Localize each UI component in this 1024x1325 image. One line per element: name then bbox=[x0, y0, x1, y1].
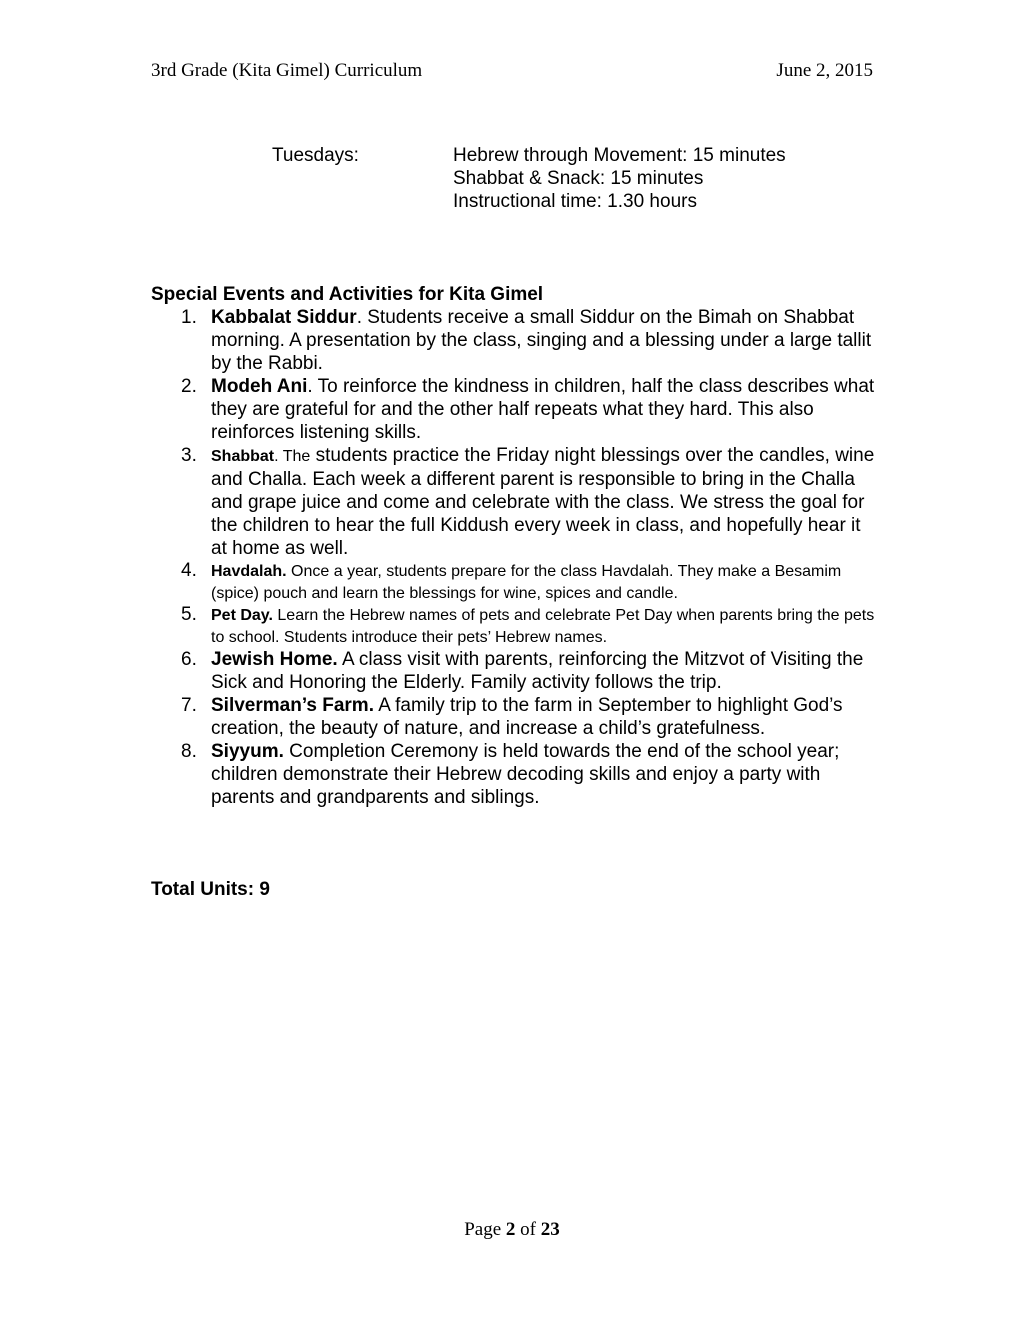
event-description: A class visit with parents, reinforcing the Mitzvot of Visiting the Sick and Honoring the Elderly. Family activity follows the trip. bbox=[211, 649, 864, 693]
event-description: Once a year, students prepare for the class Havdalah. They make a Besamim (spice) pouch and learn the blessings for wine, spices and candle. bbox=[211, 563, 842, 602]
schedule-item: Shabbat & Snack: 15 minutes bbox=[453, 168, 704, 189]
schedule-item: Hebrew through Movement: 15 minutes bbox=[453, 145, 786, 166]
event-name: Pet Day. bbox=[211, 607, 273, 624]
document-title: 3rd Grade (Kita Gimel) Curriculum bbox=[151, 60, 423, 81]
event-name: Siyyum. bbox=[211, 741, 284, 762]
event-description: Learn the Hebrew names of pets and celebrate Pet Day when parents bring the pets to school. Students introduce their pets’ Hebrew names. bbox=[211, 607, 875, 646]
list-item bbox=[151, 375, 876, 444]
list-item bbox=[151, 648, 876, 694]
event-description: . To reinforce the kindness in children, half the class describes what they are grateful for and the other half repeats what they hard. This also reinforces listening skills. bbox=[211, 376, 875, 443]
page-number: 2 bbox=[505, 1219, 516, 1240]
list-item bbox=[151, 444, 876, 560]
event-name: Silverman’s Farm. bbox=[211, 695, 374, 716]
item-number: 2. bbox=[181, 376, 197, 397]
item-number: 4. bbox=[181, 560, 197, 581]
event-name: Shabbat bbox=[211, 448, 275, 465]
list-item bbox=[151, 560, 876, 604]
document-date: June 2, 2015 bbox=[776, 60, 873, 81]
item-number: 5. bbox=[181, 604, 197, 625]
event-name: Kabbalat Siddur bbox=[211, 307, 357, 328]
event-description: students practice the Friday night blessings over the candles, wine and Challa. Each week a different parent is responsible to bring in the Challa and grape juice and come and celebrate with the class. We stress the goal for the children to hear the full Kiddush every week in class, and hopefully hear it at home as well. bbox=[211, 445, 875, 559]
page-header bbox=[151, 60, 873, 86]
event-description: . Students receive a small Siddur on the Bimah on Shabbat morning. A presentation by the class, singing and a blessing under a large tallit by the Rabbi. bbox=[211, 307, 872, 374]
list-item bbox=[151, 604, 876, 648]
schedule-items bbox=[453, 144, 786, 213]
event-name: Modeh Ani bbox=[211, 376, 308, 397]
list-item bbox=[151, 306, 876, 375]
event-description: A family trip to the farm in September to highlight God’s creation, the beauty of nature, and increase a child’s gratefulness. bbox=[211, 695, 843, 739]
event-name: Jewish Home. bbox=[211, 649, 338, 670]
page-word: Page bbox=[464, 1219, 502, 1240]
event-description: Completion Ceremony is held towards the end of the school year; children demonstrate their Hebrew decoding skills and enjoy a party with parents and grandparents and siblings. bbox=[211, 741, 840, 808]
item-number: 3. bbox=[181, 445, 197, 466]
item-number: 7. bbox=[181, 695, 197, 716]
page-total: 23 bbox=[540, 1219, 560, 1240]
schedule-day: Tuesdays: bbox=[272, 145, 359, 166]
event-lead: . The bbox=[274, 448, 311, 465]
of-word: of bbox=[520, 1219, 536, 1240]
list-item bbox=[151, 740, 876, 809]
section-heading: Special Events and Activities for Kita Gimel bbox=[151, 284, 544, 305]
item-number: 8. bbox=[181, 741, 197, 762]
page-footer bbox=[0, 1219, 1024, 1241]
item-number: 6. bbox=[181, 649, 197, 670]
total-units: Total Units: 9 bbox=[151, 879, 270, 900]
item-number: 1. bbox=[181, 307, 197, 328]
list-item bbox=[151, 694, 876, 740]
events-list bbox=[151, 306, 876, 809]
schedule-item: Instructional time: 1.30 hours bbox=[453, 191, 697, 212]
event-name: Havdalah. bbox=[211, 563, 287, 580]
